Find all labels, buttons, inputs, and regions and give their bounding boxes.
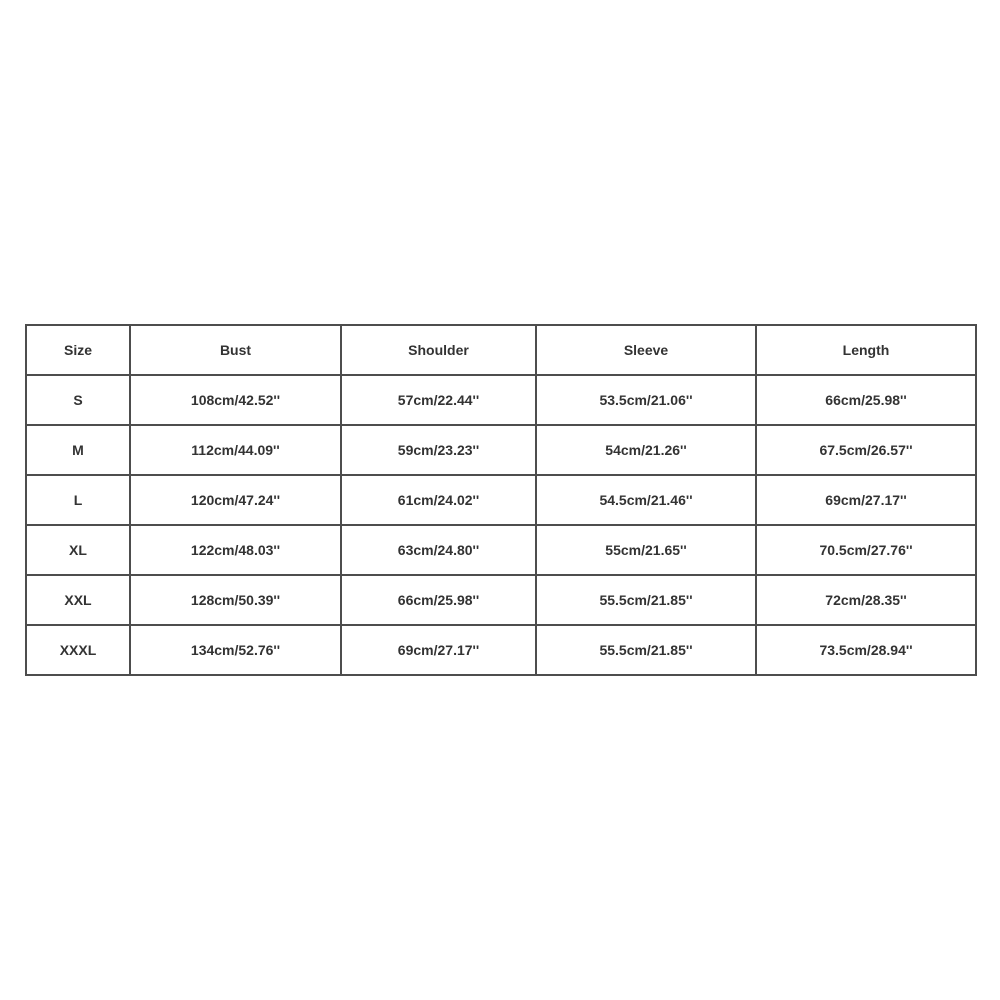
header-bust: Bust [130,325,341,375]
header-shoulder: Shoulder [341,325,536,375]
size-cell: XXXL [26,625,130,675]
header-size: Size [26,325,130,375]
shoulder-cell: 57cm/22.44'' [341,375,536,425]
header-sleeve: Sleeve [536,325,756,375]
length-cell: 67.5cm/26.57'' [756,425,976,475]
bust-cell: 108cm/42.52'' [130,375,341,425]
table-row [26,625,976,675]
shoulder-cell: 69cm/27.17'' [341,625,536,675]
shoulder-cell: 63cm/24.80'' [341,525,536,575]
bust-cell: 122cm/48.03'' [130,525,341,575]
sleeve-cell: 54cm/21.26'' [536,425,756,475]
size-cell: M [26,425,130,475]
sleeve-cell: 55.5cm/21.85'' [536,575,756,625]
table-row [26,575,976,625]
sleeve-cell: 53.5cm/21.06'' [536,375,756,425]
size-cell: XL [26,525,130,575]
shoulder-cell: 61cm/24.02'' [341,475,536,525]
table-row [26,375,976,425]
sleeve-cell: 55.5cm/21.85'' [536,625,756,675]
length-cell: 70.5cm/27.76'' [756,525,976,575]
bust-cell: 134cm/52.76'' [130,625,341,675]
length-cell: 73.5cm/28.94'' [756,625,976,675]
bust-cell: 112cm/44.09'' [130,425,341,475]
bust-cell: 128cm/50.39'' [130,575,341,625]
shoulder-cell: 66cm/25.98'' [341,575,536,625]
length-cell: 66cm/25.98'' [756,375,976,425]
size-cell: XXL [26,575,130,625]
bust-cell: 120cm/47.24'' [130,475,341,525]
size-cell: S [26,375,130,425]
table-row [26,525,976,575]
size-chart-table [25,324,977,676]
header-length: Length [756,325,976,375]
length-cell: 72cm/28.35'' [756,575,976,625]
table-row [26,475,976,525]
sleeve-cell: 54.5cm/21.46'' [536,475,756,525]
sleeve-cell: 55cm/21.65'' [536,525,756,575]
size-cell: L [26,475,130,525]
table-row [26,425,976,475]
table-header-row [26,325,976,375]
shoulder-cell: 59cm/23.23'' [341,425,536,475]
length-cell: 69cm/27.17'' [756,475,976,525]
